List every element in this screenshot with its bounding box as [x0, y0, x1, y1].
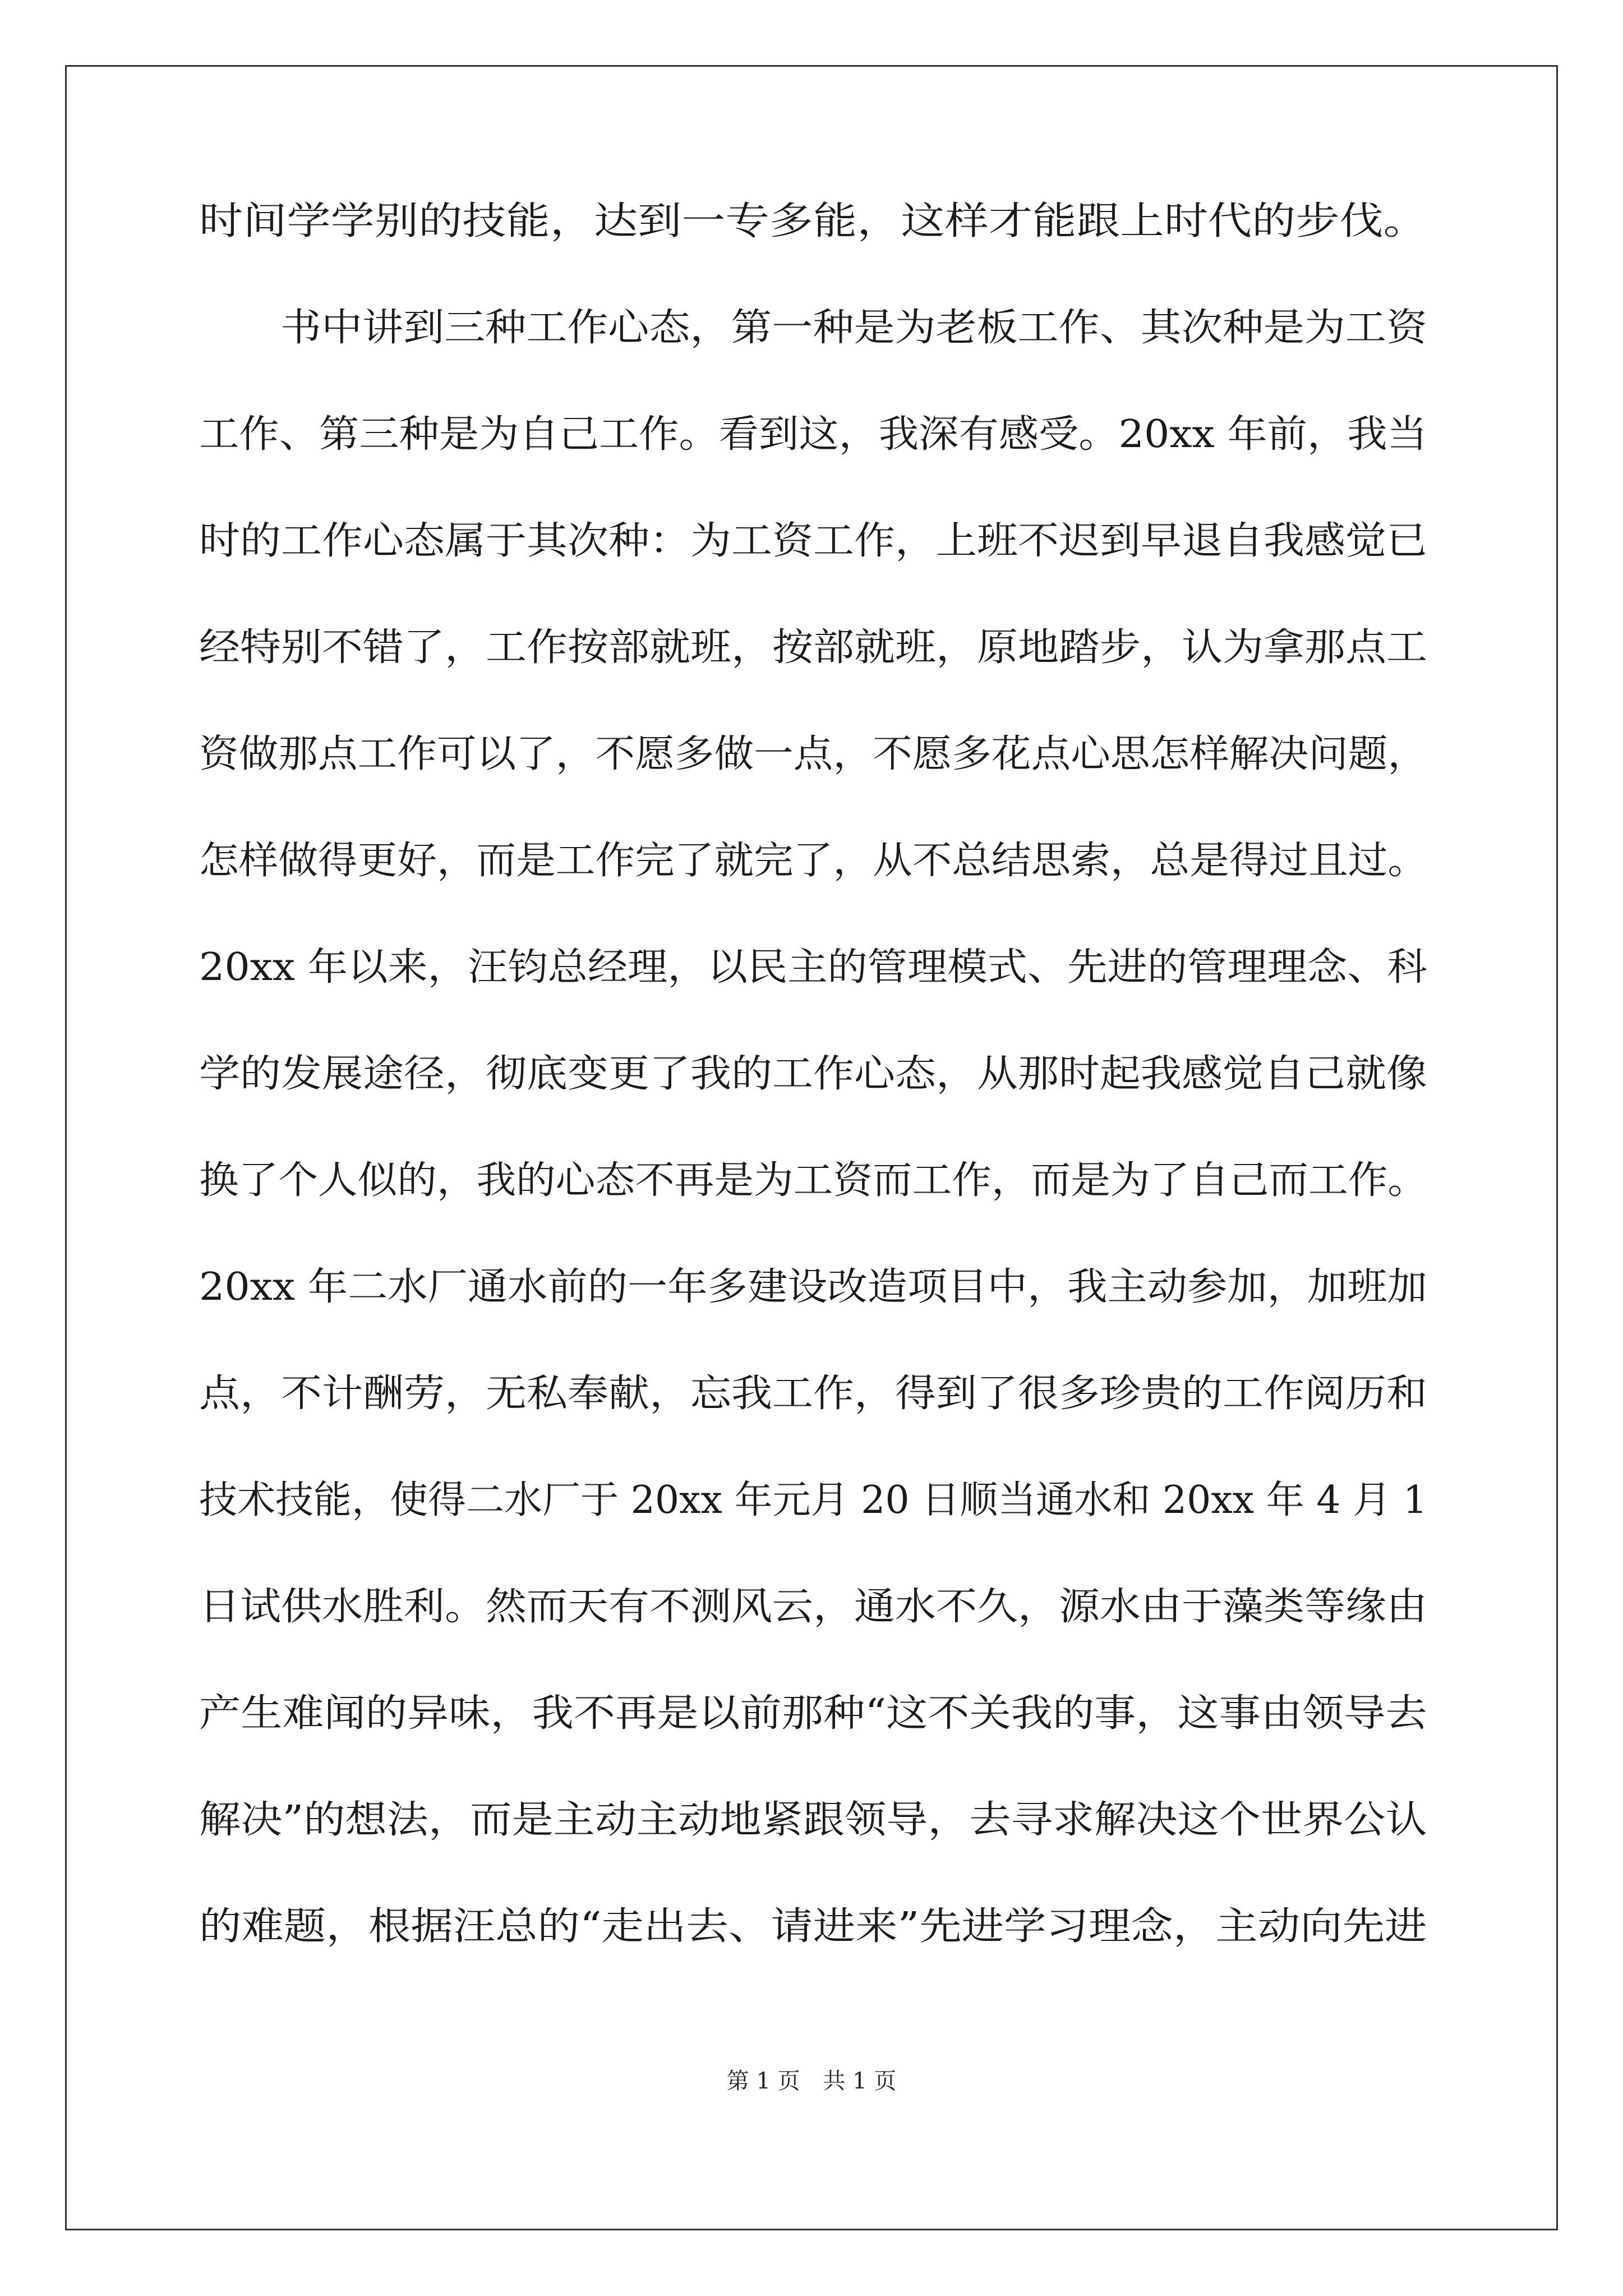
text-line: 时间学学别的技能，达到一专多能，这样才能跟上时代的步伐。	[199, 199, 1428, 243]
text-line: 经特别不错了，工作按部就班，按部就班，原地踏步，认为拿那点工	[199, 625, 1428, 670]
text-line: 解决”的想法，而是主动主动地紧跟领导，去寻求解决这个世界公认	[199, 1798, 1427, 1842]
text-line: 点，不计酬劳，无私奉献，忘我工作，得到了很多珍贵的工作阅历和	[199, 1372, 1428, 1416]
text-line: 书中讲到三种工作心态，第一种是为老板工作、其次种是为工资	[280, 306, 1428, 350]
text-line: 时的工作心态属于其次种：为工资工作，上班不迟到早退自我感觉已	[199, 519, 1428, 563]
text-line: 20xx 年以来，汪钧总经理，以民主的管理模式、先进的管理理念、科	[199, 945, 1427, 990]
text-line: 技术技能，使得二水厂于 20xx 年元月 20 日顺当通水和 20xx 年 4 月 1	[199, 1478, 1428, 1522]
text-line: 资做那点工作可以了，不愿多做一点，不愿多花点心思怎样解决问题，	[199, 732, 1428, 776]
text-line: 换了个人似的，我的心态不再是为工资而工作，而是为了自己而工作。	[199, 1158, 1428, 1203]
text-line: 产生难闻的异味，我不再是以前那种“这不关我的事，这事由领导去	[199, 1691, 1427, 1736]
page-footer	[0, 2067, 1623, 2095]
text-line: 工作、第三种是为自己工作。看到这，我深有感受。20xx 年前，我当	[199, 412, 1427, 457]
text-line: 怎样做得更好，而是工作完了就完了，从不总结思索，总是得过且过。	[199, 839, 1428, 883]
page-number: 第 1 页	[726, 2068, 800, 2094]
page-total: 共 1 页	[823, 2068, 897, 2094]
text-line: 学的发展途径，彻底变更了我的工作心态，从那时起我感觉自己就像	[199, 1052, 1428, 1096]
text-line: 20xx 年二水厂通水前的一年多建设改造项目中，我主动参加，加班加	[199, 1265, 1427, 1309]
text-line: 日试供水胜利。然而天有不测风云，通水不久，源水由于藻类等缘由	[199, 1585, 1428, 1629]
text-line: 的难题，根据汪总的“走出去、请进来”先进学习理念，主动向先进	[199, 1904, 1427, 1949]
